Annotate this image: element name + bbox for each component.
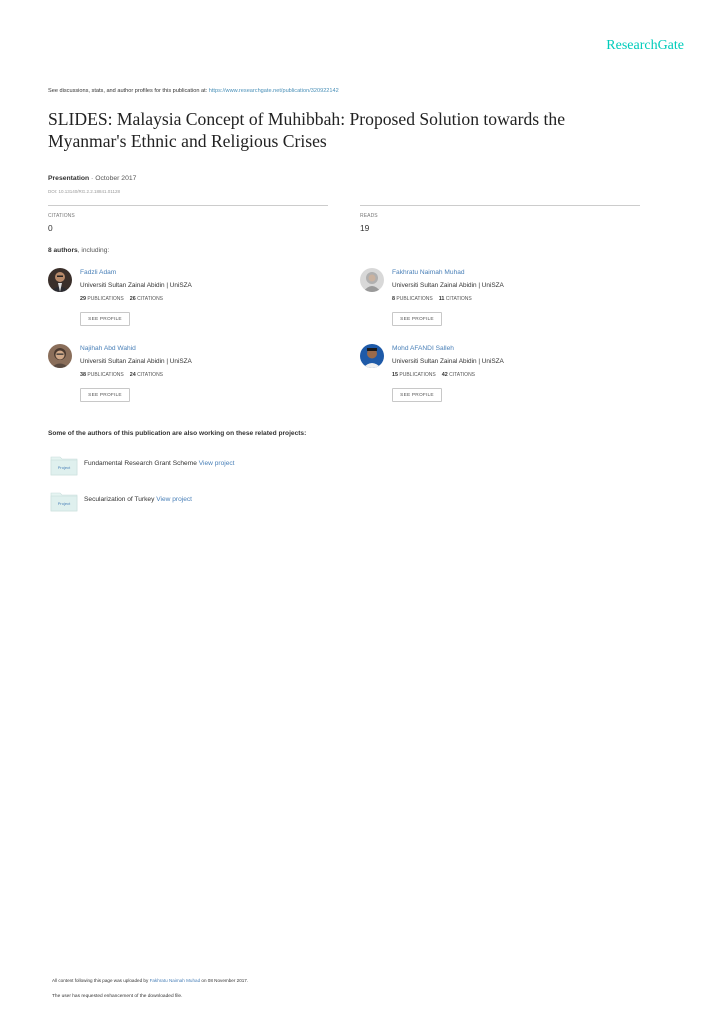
publication-meta: [48, 175, 136, 182]
title-line-1: SLIDES: Malaysia Concept of Muhibbah: Proposed Solution towards the: [48, 109, 566, 129]
citations-count: 11: [438, 296, 445, 302]
authors-count: 8 authors: [48, 247, 78, 254]
citations-label: CITATIONS: [445, 296, 472, 302]
avatar[interactable]: [48, 268, 72, 292]
project-name: Secularization of Turkey: [84, 496, 157, 503]
divider-left: [48, 205, 328, 206]
title-line-2: Myanmar's Ethnic and Religious Crises: [48, 131, 327, 151]
author-stats: [392, 296, 472, 302]
author-card: [48, 268, 328, 338]
publications-count: 29: [80, 296, 86, 302]
avatar[interactable]: [360, 268, 384, 292]
discussion-prefix: See discussions, stats, and author profiles for this publication at:: [48, 88, 209, 94]
author-card: [360, 344, 640, 414]
publications-count: 15: [392, 372, 398, 378]
publication-date: October 2017: [95, 175, 137, 182]
reads-value: 19: [360, 223, 370, 233]
related-projects-heading: Some of the authors of this publication are also working on these related projects:: [48, 430, 307, 437]
citations-count: 24: [129, 372, 136, 378]
citations-label: CITATIONS: [449, 372, 476, 378]
citations-count: 42: [441, 372, 448, 378]
reads-label: READS: [360, 213, 378, 219]
researchgate-logo[interactable]: ResearchGate: [606, 38, 684, 53]
publication-type: Presentation: [48, 175, 90, 182]
project-name: Fundamental Research Grant Scheme: [84, 460, 199, 467]
project-folder-icon: [50, 454, 78, 476]
project-icon-label: Project: [57, 465, 71, 470]
see-profile-button[interactable]: SEE PROFILE: [392, 388, 442, 402]
related-project-item: [50, 454, 450, 478]
publication-title: [48, 108, 668, 152]
upload-suffix: on 08 November 2017.: [200, 978, 249, 983]
see-profile-button[interactable]: SEE PROFILE: [80, 312, 130, 326]
meta-separator: ·: [89, 175, 96, 182]
project-icon-label: Project: [57, 501, 71, 506]
upload-prefix: All content following this page was uploaded by: [52, 978, 150, 983]
author-institution: Universiti Sultan Zainal Abidin | UniSZA: [392, 282, 504, 289]
project-label: [84, 460, 235, 467]
author-card: [48, 344, 328, 414]
publications-label: PUBLICATIONS: [87, 372, 124, 378]
upload-note: [52, 978, 248, 983]
publications-count: 8: [392, 296, 395, 302]
author-name-link[interactable]: Fakhratu Naimah Muhad: [392, 269, 465, 276]
view-project-link[interactable]: View project: [156, 496, 192, 503]
publications-label: PUBLICATIONS: [396, 296, 433, 302]
author-institution: Universiti Sultan Zainal Abidin | UniSZA: [392, 358, 504, 365]
see-profile-button[interactable]: SEE PROFILE: [80, 388, 130, 402]
project-folder-icon: [50, 490, 78, 512]
publications-label: PUBLICATIONS: [87, 296, 124, 302]
related-project-item: [50, 490, 450, 514]
enhancement-note: The user has requested enhancement of the downloaded file.: [52, 994, 183, 999]
see-profile-button[interactable]: SEE PROFILE: [392, 312, 442, 326]
citations-value: 0: [48, 223, 53, 233]
avatar[interactable]: [360, 344, 384, 368]
author-stats: [392, 372, 475, 378]
uploader-link[interactable]: Fakhratu Naimah Muhad: [149, 978, 201, 983]
author-name-link[interactable]: Najihah Abd Wahid: [80, 345, 136, 352]
author-card: [360, 268, 640, 338]
author-institution: Universiti Sultan Zainal Abidin | UniSZA: [80, 358, 192, 365]
citations-label: CITATIONS: [48, 213, 75, 219]
project-label: [84, 496, 192, 503]
publications-label: PUBLICATIONS: [399, 372, 436, 378]
publications-count: 38: [80, 372, 86, 378]
citations-label: CITATIONS: [137, 296, 164, 302]
authors-heading: [48, 247, 109, 254]
authors-suffix: , including:: [77, 247, 110, 254]
publication-url-link[interactable]: https://www.researchgate.net/publication/320922142: [208, 88, 339, 94]
discussion-line: [48, 88, 339, 94]
publication-doi: DOI: 10.13140/RG.2.2.18841.01128: [48, 189, 120, 194]
citations-count: 26: [129, 296, 136, 302]
divider-right: [360, 205, 640, 206]
author-name-link[interactable]: Mohd AFANDI Salleh: [392, 345, 454, 352]
avatar[interactable]: [48, 344, 72, 368]
author-institution: Universiti Sultan Zainal Abidin | UniSZA: [80, 282, 192, 289]
author-name-link[interactable]: Fadzli Adam: [80, 269, 117, 276]
citations-label: CITATIONS: [137, 372, 164, 378]
author-stats: [80, 372, 163, 378]
author-stats: [80, 296, 163, 302]
view-project-link[interactable]: View project: [198, 460, 235, 467]
